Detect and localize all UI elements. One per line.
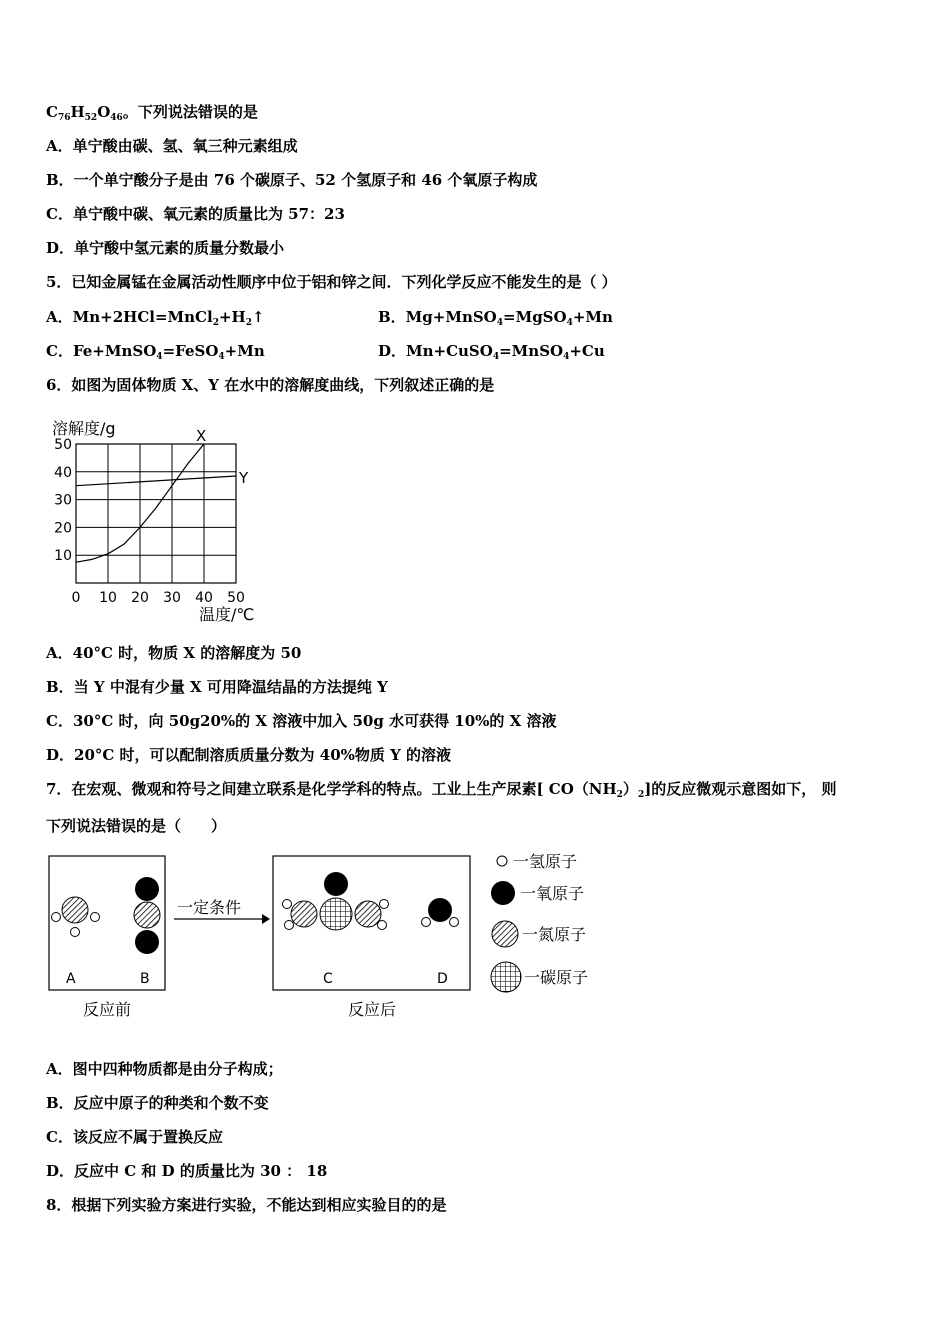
x-tick-label: 50 bbox=[227, 590, 245, 606]
q5-option-c: C．Fe+MnSO$_4$=FeSO$_4$+Mn bbox=[46, 342, 265, 362]
label-c: C bbox=[323, 971, 333, 987]
q4-option-c: C．单宁酸中碳、氧元素的质量比为 57：23 bbox=[46, 205, 345, 223]
legend-oxygen-icon bbox=[491, 881, 515, 905]
label-a: A bbox=[66, 971, 76, 987]
after-label: 反应后 bbox=[348, 1000, 397, 1019]
y-tick-label: 50 bbox=[54, 437, 72, 453]
q7-option-d: D．反应中 C 和 D 的质量比为 30 ： 18 bbox=[46, 1162, 328, 1180]
chart-frame bbox=[76, 444, 236, 583]
x-tick-label: 30 bbox=[163, 590, 181, 606]
q6-option-a: A．40°C 时，物质 X 的溶解度为 50 bbox=[46, 644, 302, 662]
q4-option-a: A．单宁酸由碳、氢、氧三种元素组成 bbox=[46, 137, 298, 155]
x-tick-label: 0 bbox=[71, 590, 81, 606]
q5-stem: 5．已知金属锰在金属活动性顺序中位于铝和锌之间．下列化学反应不能发生的是（ ） bbox=[46, 273, 617, 291]
q6-option-c: C．30°C 时，向 50g20%的 X 溶液中加入 50g 水可获得 10%的 X 溶液 bbox=[46, 712, 557, 730]
y-tick-label: 10 bbox=[54, 548, 72, 565]
q6-option-b: B．当 Y 中混有少量 X 可用降温结晶的方法提纯 Y bbox=[46, 678, 388, 696]
chart-x-label: 温度/℃ bbox=[199, 605, 255, 624]
x-tick-label: 40 bbox=[195, 590, 213, 606]
y-tick-label: 40 bbox=[54, 464, 72, 481]
molecule-b bbox=[134, 877, 160, 954]
q6-stem: 6．如图为固体物质 X、Y 在水中的溶解度曲线，下列叙述正确的是 bbox=[46, 376, 495, 394]
series-label-x: X bbox=[196, 427, 207, 445]
q5-option-b: B．Mg+MnSO$_4$=MgSO$_4$+Mn bbox=[378, 308, 613, 328]
q7-option-c: C．该反应不属于置换反应 bbox=[46, 1128, 223, 1146]
legend-nitrogen: 一氮原子 bbox=[522, 925, 587, 944]
q4-option-d: D．单宁酸中氢元素的质量分数最小 bbox=[46, 239, 285, 257]
legend-hydrogen-icon bbox=[497, 856, 507, 866]
q4-option-b: B．一个单宁酸分子是由 76 个碳原子、52 个氢原子和 46 个氧原子构成 bbox=[46, 171, 538, 189]
q4-formula-line: $C_{76}H_{52}O_{46}$。下列说法错误的是 bbox=[46, 103, 258, 123]
legend-nitrogen-icon bbox=[492, 921, 518, 947]
chart-ticks bbox=[54, 437, 245, 606]
legend-oxygen: 一氧原子 bbox=[520, 884, 585, 903]
y-tick-label: 20 bbox=[54, 520, 72, 537]
y-tick-label: 30 bbox=[54, 492, 72, 509]
arrow-label: 一定条件 bbox=[177, 898, 242, 917]
q7-stem-line1: 7．在宏观、微观和符号之间建立联系是化学学科的特点。工业上生产尿素[ $CO(NH_2)_2$]的反应微观示意图如下， 则 bbox=[46, 780, 837, 800]
x-tick-label: 20 bbox=[131, 590, 149, 606]
chart-y-label: 溶解度/g bbox=[52, 419, 116, 438]
q7-option-b: B．反应中原子的种类和个数不变 bbox=[46, 1094, 269, 1112]
reaction-diagram bbox=[40, 846, 630, 1026]
molecule-a bbox=[52, 897, 100, 937]
q7-option-a: A．图中四种物质都是由分子构成； bbox=[46, 1060, 283, 1078]
x-tick-label: 10 bbox=[99, 590, 117, 606]
molecule-d bbox=[422, 898, 459, 927]
q7-stem-line2: 下列说法错误的是（ ） bbox=[46, 817, 227, 835]
q6-option-d: D．20°C 时，可以配制溶质质量分数为 40%物质 Y 的溶液 bbox=[46, 746, 452, 764]
legend bbox=[491, 852, 588, 992]
series-line-y bbox=[76, 476, 236, 486]
chart-series bbox=[76, 427, 249, 562]
solubility-chart bbox=[40, 410, 270, 630]
chart-grid bbox=[76, 444, 236, 583]
legend-hydrogen: 一氢原子 bbox=[513, 852, 578, 871]
q8-stem: 8．根据下列实验方案进行实验，不能达到相应实验目的的是 bbox=[46, 1196, 447, 1214]
molecule-c bbox=[283, 872, 389, 930]
series-label-y: Y bbox=[239, 468, 249, 487]
q5-option-d: D．Mn+CuSO$_4$=MnSO$_4$+Cu bbox=[378, 342, 605, 362]
legend-carbon-icon bbox=[491, 962, 521, 992]
legend-carbon: 一碳原子 bbox=[524, 968, 589, 987]
before-label: 反应前 bbox=[83, 1000, 132, 1019]
label-b: B bbox=[140, 971, 150, 987]
arrow-head bbox=[262, 914, 270, 924]
q5-option-a: A．$Mn+2HCl=MnCl_2+H_2↑$ bbox=[46, 308, 265, 328]
label-d: D bbox=[437, 971, 448, 987]
